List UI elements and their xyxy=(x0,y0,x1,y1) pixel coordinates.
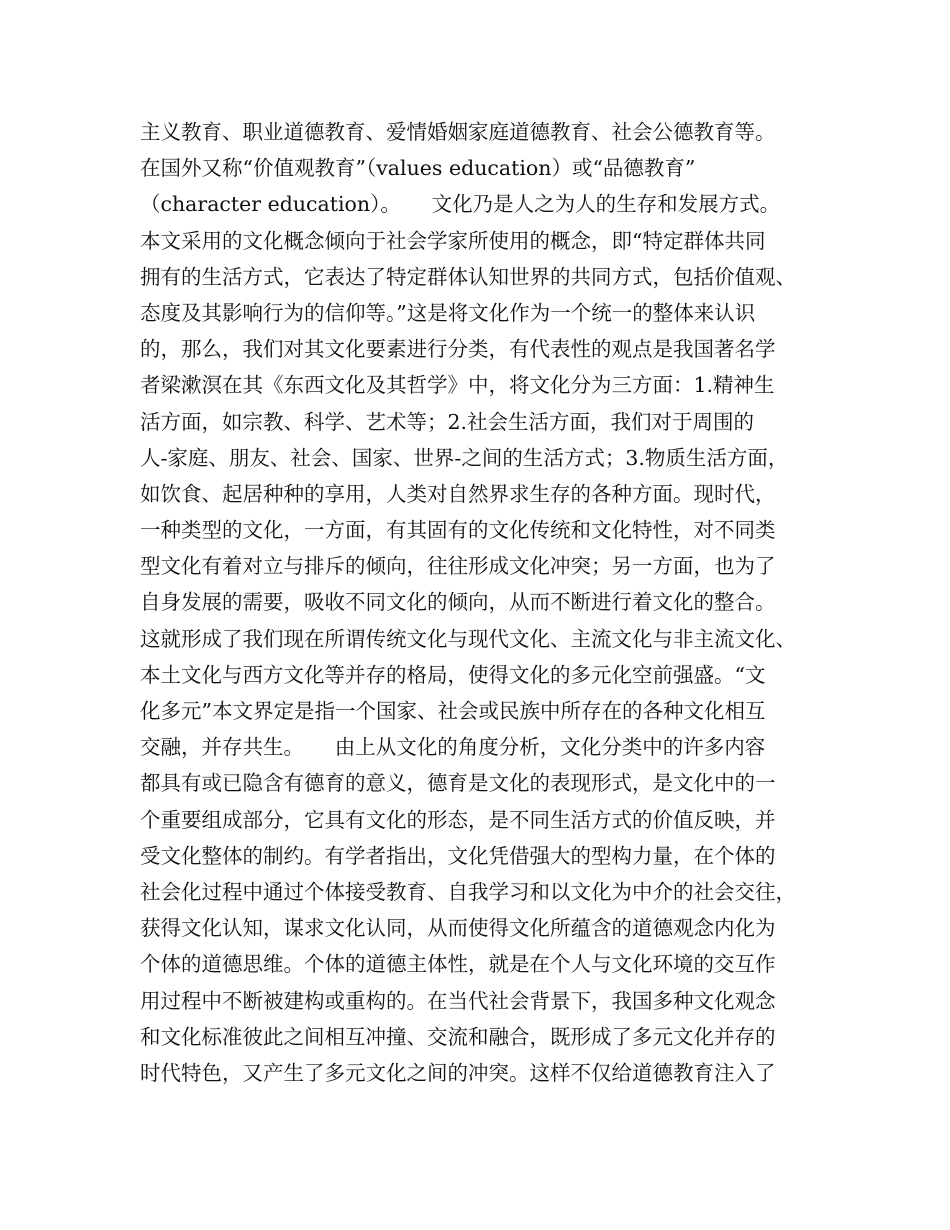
text-line: 一种类型的文化，一方面，有其固有的文化传统和文化特性，对不同类 xyxy=(140,518,776,543)
text-line: 本土文化与西方文化等并存的格局，使得文化的多元化空前强盛。“文 xyxy=(140,662,766,687)
text-line: 者梁漱溟在其《东西文化及其哲学》中，将文化分为三方面：1.精神生 xyxy=(140,373,775,398)
text-line: 个体的道德思维。个体的道德主体性，就是在个人与文化环境的交互作 xyxy=(140,952,776,977)
text-line: 这就形成了我们现在所谓传统文化与现代文化、主流文化与非主流文化、 xyxy=(140,626,796,651)
body-text xyxy=(140,114,830,1091)
text-line: 态度及其影响行为的信仰等。”这是将文化作为一个统一的整体来认识 xyxy=(140,300,756,325)
text-line: 如饮食、起居种种的享用，人类对自然界求生存的各种方面。现时代， xyxy=(140,481,776,506)
text-line: 在国外又称“价值观教育”（values education）或“品德教育” xyxy=(140,156,696,181)
text-line: 人-家庭、朋友、社会、国家、世界-之间的生活方式；3.物质生活方面， xyxy=(140,445,789,470)
text-line: 本文采用的文化概念倾向于社会学家所使用的概念，即“特定群体共同 xyxy=(140,228,766,253)
text-line: 交融，并存共生。 由上从文化的角度分析，文化分类中的许多内容 xyxy=(140,735,766,760)
text-line: 获得文化认知，谋求文化认同，从而使得文化所蕴含的道德观念内化为 xyxy=(140,916,776,941)
text-line: 拥有的生活方式，它表达了特定群体认知世界的共同方式，包括价值观、 xyxy=(140,264,796,289)
text-line: （character education）。 文化乃是人之为人的生存和发展方式。 xyxy=(140,192,781,217)
text-line: 时代特色，又产生了多元文化之间的冲突。这样不仅给道德教育注入了 xyxy=(140,1060,776,1085)
text-line: 都具有或已隐含有德育的意义，德育是文化的表现形式，是文化中的一 xyxy=(140,771,776,796)
text-line: 活方面，如宗教、科学、艺术等；2.社会生活方面，我们对于周围的 xyxy=(140,409,755,434)
text-line: 主义教育、职业道德教育、爱情婚姻家庭道德教育、社会公德教育等。 xyxy=(140,120,776,144)
text-line: 受文化整体的制约。有学者指出，文化凭借强大的型构力量，在个体的 xyxy=(140,843,776,868)
text-line: 和文化标准彼此之间相互冲撞、交流和融合，既形成了多元文化并存的 xyxy=(140,1024,776,1049)
text-line: 自身发展的需要，吸收不同文化的倾向，从而不断进行着文化的整合。 xyxy=(140,590,776,615)
text-line: 化多元”本文界定是指一个国家、社会或民族中所存在的各种文化相互 xyxy=(140,699,766,723)
text-line: 型文化有着对立与排斥的倾向，往往形成文化冲突；另一方面，也为了 xyxy=(140,554,776,579)
text-line: 个重要组成部分，它具有文化的形态，是不同生活方式的价值反映，并 xyxy=(140,807,776,832)
text-line: 用过程中不断被建构或重构的。在当代社会背景下，我国多种文化观念 xyxy=(140,988,776,1013)
text-line: 的，那么，我们对其文化要素进行分类，有代表性的观点是我国著名学 xyxy=(140,337,776,362)
text-line: 社会化过程中通过个体接受教育、自我学习和以文化为中介的社会交往， xyxy=(140,879,796,904)
